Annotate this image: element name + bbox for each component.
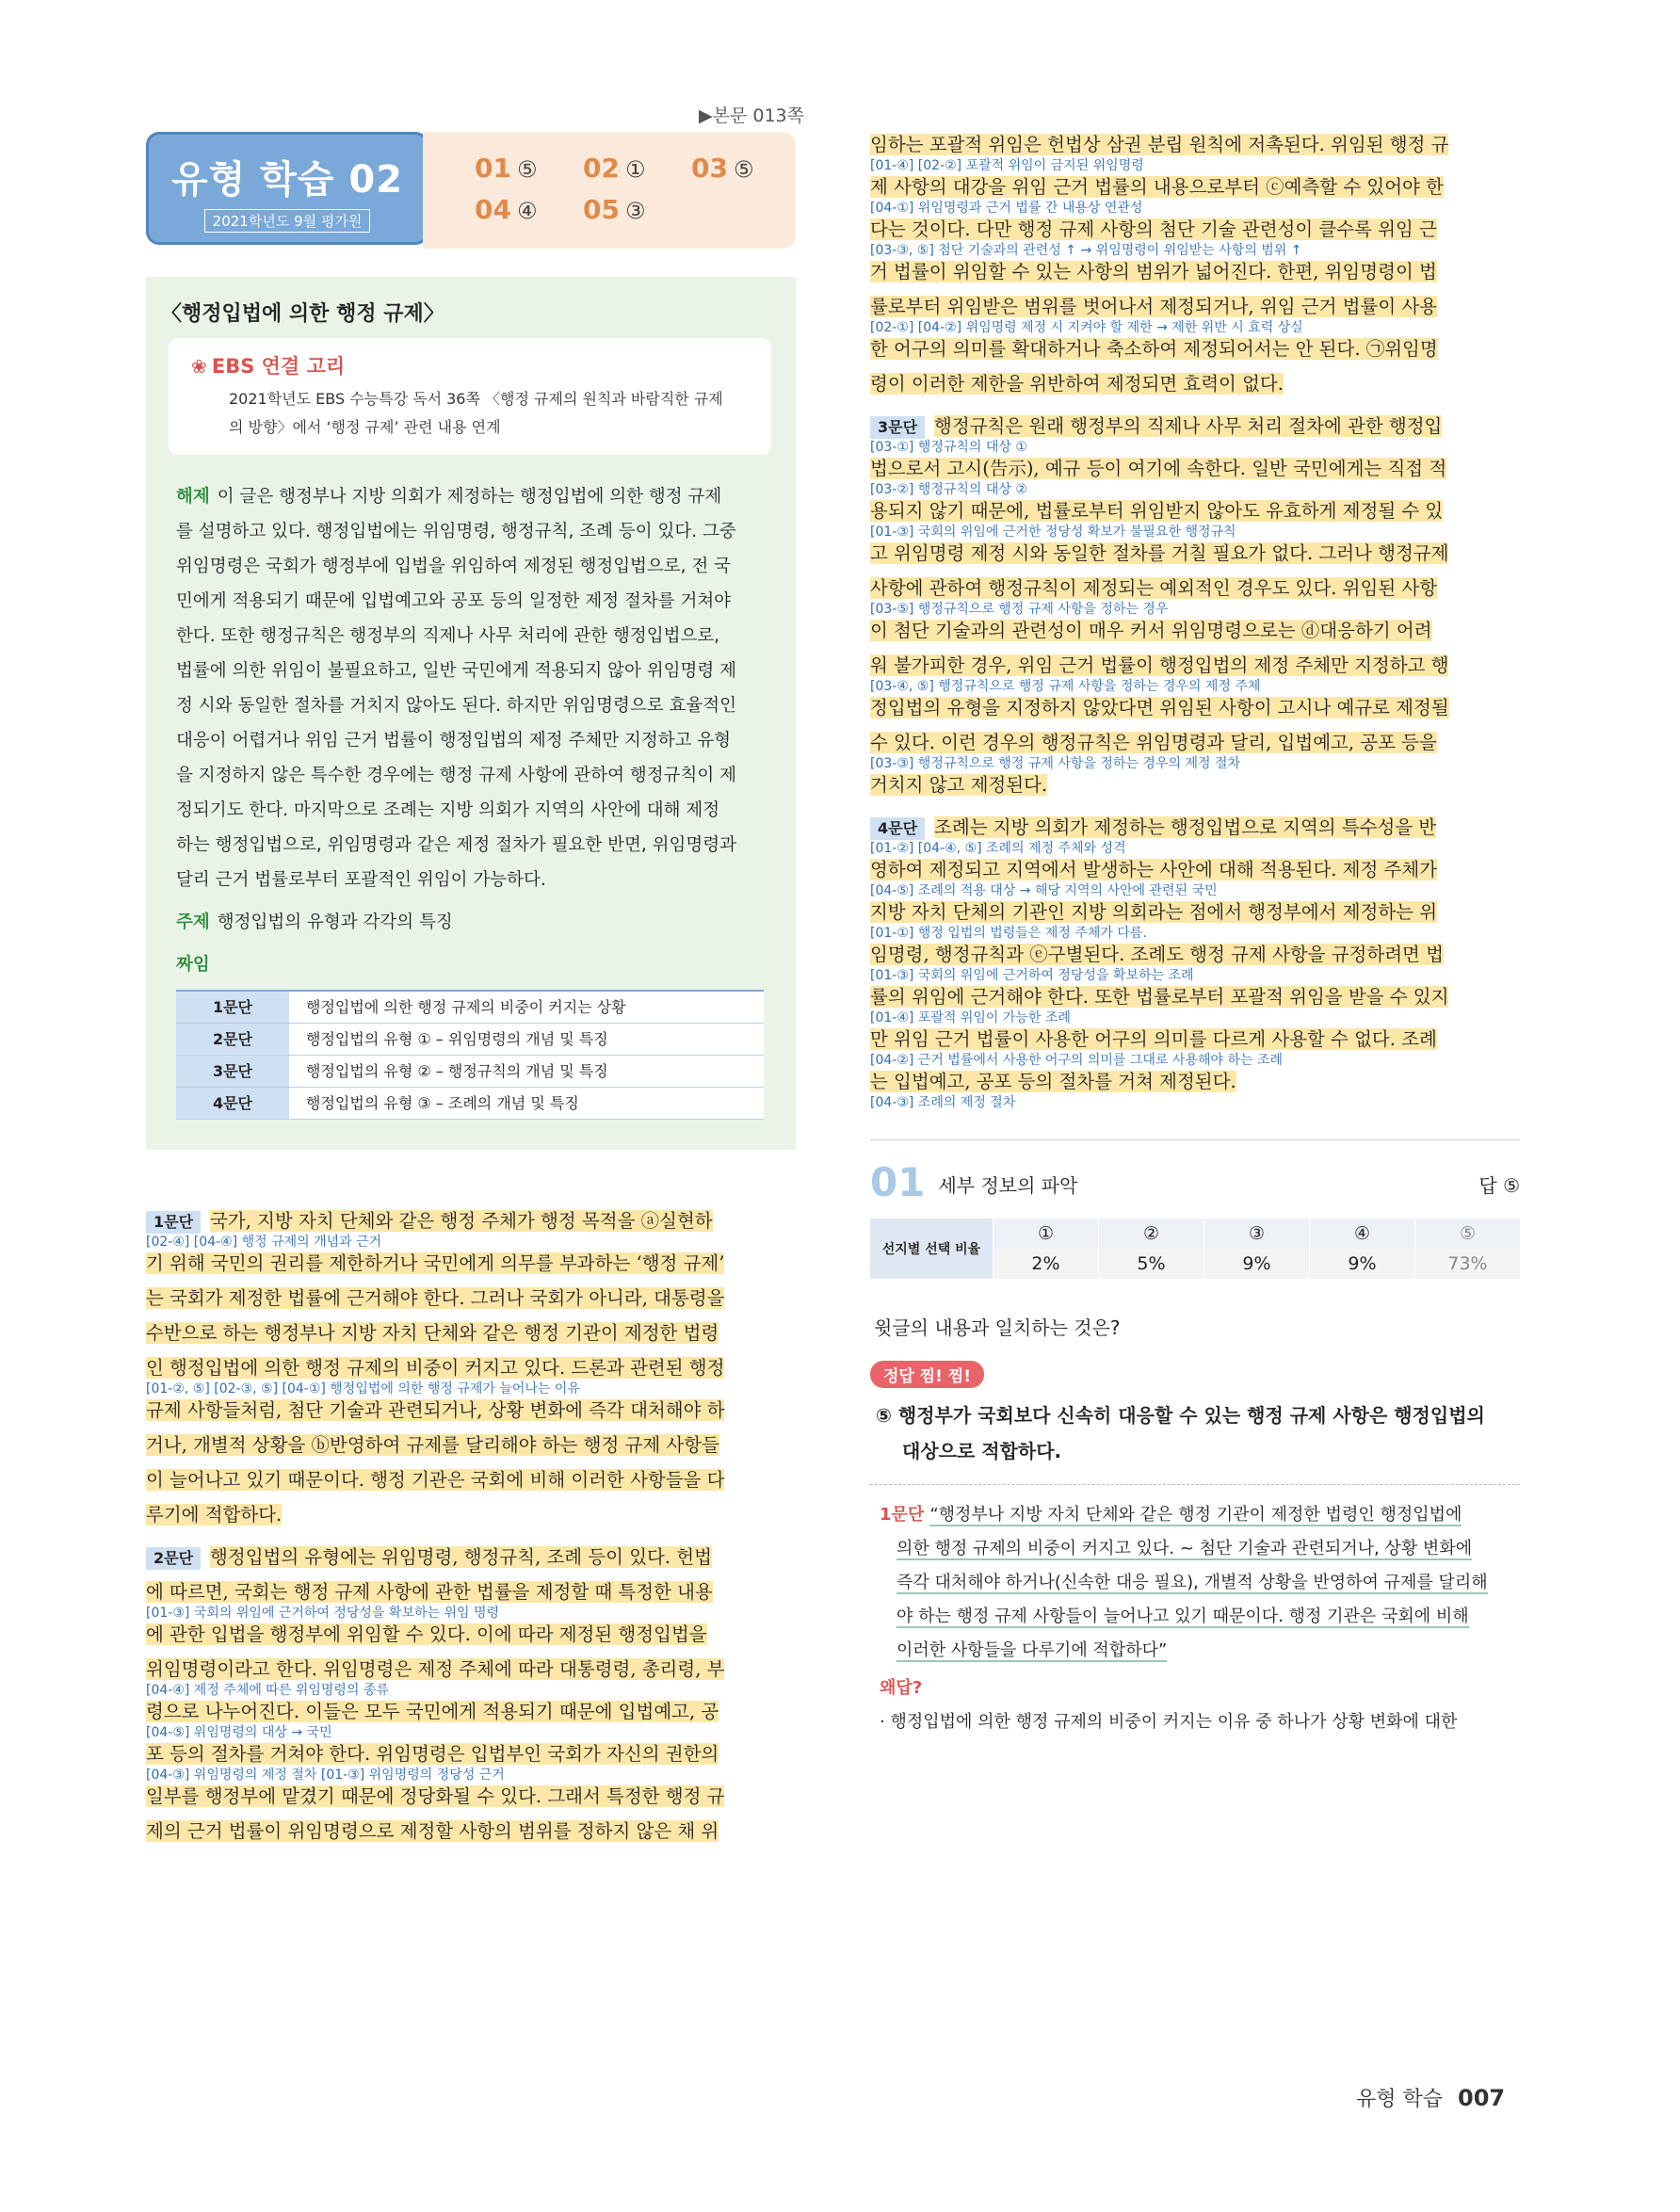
- question-prompt: 윗글의 내용과 일치하는 것은?: [874, 1316, 1121, 1339]
- passage-line: [870, 217, 1520, 242]
- passage-line: [146, 1544, 796, 1570]
- passage-line: [870, 132, 1520, 157]
- passage-text: 포 등의 절차를 거쳐야 한다. 위임명령은 입법부인 국회가 자신의 권한의: [146, 1743, 719, 1765]
- passage-annotation: [146, 1527, 796, 1537]
- paragraph-tag: 1문단: [146, 1211, 201, 1234]
- passage-annotation: [146, 1647, 796, 1656]
- answer-03: 03 ⑤: [691, 153, 754, 184]
- page-reference: ▶본문 013쪽: [699, 105, 804, 126]
- haeje-text: 한다. 또한 행정규칙은 행정부의 직제나 사무 처리에 관한 행정입법으로,: [176, 626, 720, 646]
- explanation-text: 즉각 대처해야 하거나(신속한 대응 필요), 개별적 상황을 반영하여 규제를 달리해: [897, 1573, 1488, 1592]
- haeje-text: 정되기도 한다. 마지막으로 조례는 지방 의회가 지역의 사안에 대해 제정: [176, 800, 720, 820]
- passage-text: 국가, 지방 자치 단체와 같은 행정 주체가 행정 목적을 ⓐ실현하: [210, 1210, 713, 1232]
- passage-text: 영하여 제정되고 지역에서 발생하는 사안에 대해 적용된다. 제정 주체가: [870, 859, 1438, 880]
- passage-text: 이 첨단 기술과의 관련성이 매우 커서 위임명령으로는 ⓓ대응하기 어려: [870, 620, 1432, 641]
- passage-annotation: [04-②] 근거 법률에서 사용한 어구의 의미를 그대로 사용해야 하는 조례: [870, 1053, 1284, 1068]
- unit-title: 유형 학습 02: [170, 158, 404, 202]
- passage-text: 제의 근거 법률이 위임명령으로 제정할 사항의 범위를 정하지 않은 채 위: [146, 1820, 719, 1842]
- explanation-line: [880, 1566, 1520, 1600]
- passage-annotation: [870, 643, 1520, 653]
- explanation-text: 야 하는 행정 규제 사항들이 늘어나고 있기 때문이다. 행정 기관은 국회에 비해: [897, 1607, 1469, 1626]
- paragraph-tag: 4문단: [870, 817, 925, 840]
- passage-text: 는 국회가 제정한 법률에 근거해야 한다. 그러나 국회가 아니라, 대통령을: [146, 1287, 725, 1309]
- passage-text: 고 위임명령 제정 시와 동일한 절차를 거칠 필요가 없다. 그러나 행정규제: [870, 542, 1449, 564]
- ebs-text-line: 의 방향〉에서 ‘행정 규제’ 관련 내용 연계: [229, 418, 501, 436]
- passage-line: [146, 1656, 796, 1682]
- passage-line: [146, 1208, 796, 1234]
- passage-line: [146, 1622, 796, 1647]
- passage-line: [870, 498, 1520, 524]
- explanation-line: [880, 1600, 1520, 1634]
- right-column: [870, 132, 1520, 1739]
- passage-text: 일부를 행정부에 맡겼기 때문에 정당화될 수 있다. 그래서 특정한 행정 규: [146, 1785, 725, 1807]
- passage-text: 루기에 적합하다.: [146, 1504, 283, 1526]
- haeje-text: 위임명령은 국회가 행정부에 입법을 위임하여 제정된 행정입법으로, 전 국: [176, 557, 732, 576]
- paragraph-tag: 3문단: [870, 416, 925, 439]
- haeje-line: [176, 723, 775, 758]
- answer-01: 01 ⑤: [475, 153, 538, 184]
- structure-keyword: 짜임: [176, 955, 210, 975]
- passage-line: [870, 772, 1520, 798]
- passage-summary: [146, 277, 796, 1150]
- passage-annotation: [146, 1346, 796, 1355]
- haeje-text: 이 글은 행정부나 지방 의회가 제정하는 행정입법에 의한 행정 규제: [217, 487, 722, 507]
- passage-text: 률로부터 위임받은 범위를 벗어나서 제정되거나, 위임 근거 법률이 사용: [870, 296, 1438, 317]
- passage-annotation: [03-①] 행정규칙의 대상 ①: [870, 440, 1027, 455]
- explanation-line: [880, 1634, 1520, 1668]
- passage-text: 다는 것이다. 다만 행정 규제 사항의 첨단 기술 관련성이 클수록 위임 근: [870, 218, 1437, 240]
- rate-label: 선지별 선택 비율: [870, 1219, 993, 1279]
- explanation-line: [880, 1498, 1520, 1532]
- passage-line: [146, 1285, 796, 1311]
- haeje-line: [176, 828, 775, 863]
- passage-text: 법으로서 고시(告示), 예규 등이 여기에 속한다. 일반 국민에게는 직접 적: [870, 458, 1447, 479]
- passage-text: 거 법률이 위임할 수 있는 사항의 범위가 넓어진다. 한편, 위임명령이 법: [870, 261, 1437, 283]
- why-label: 왜답?: [880, 1678, 923, 1698]
- explanation-tag: 1문단: [880, 1505, 925, 1525]
- passage-line: [146, 1579, 796, 1605]
- passage-text: 령이 이러한 제한을 위반하여 제정되면 효력이 없다.: [870, 373, 1284, 395]
- passage-text: 규제 사항들처럼, 첨단 기술과 관련되거나, 상황 변화에 즉각 대처해야 하: [146, 1399, 725, 1421]
- haeje-text: 대응이 어렵거나 위임 근거 법률이 행정입법의 제정 주체만 지정하고 유형: [176, 731, 732, 751]
- structure-description: 행정입법의 유형 ② – 행정규칙의 개념 및 특징: [289, 1056, 764, 1087]
- haeje-line: [176, 549, 775, 584]
- rate-column: [993, 1219, 1098, 1279]
- haeje-line: [176, 758, 775, 793]
- passage-line: [146, 1355, 796, 1380]
- passage-text: 행정입법의 유형에는 위임명령, 행정규칙, 조례 등이 있다. 헌법: [210, 1546, 712, 1568]
- passage-annotation: [146, 1570, 796, 1579]
- correct-badge: 정답 찜! 찜!: [870, 1361, 984, 1388]
- passage-line: [870, 1069, 1520, 1094]
- passage-text: 한 어구의 의미를 확대하거나 축소하여 제정되어서는 안 된다. ㉠위임명: [870, 338, 1438, 360]
- passage-annotation: [01-③] 국회의 위임에 근거한 정당성 확보가 불필요한 행정규칙: [870, 525, 1236, 540]
- unit-subtitle: 2021학년도 9월 평가원: [204, 209, 371, 233]
- passage-annotation: [01-④] 포괄적 위임이 가능한 조례: [870, 1010, 1071, 1025]
- choice-rate: 2%: [1031, 1253, 1060, 1274]
- structure-label: [155, 947, 786, 982]
- correct-choice-line: 대상으로 적합하다.: [902, 1440, 1062, 1462]
- structure-table: [176, 990, 764, 1120]
- passage-text: 률의 위임에 근거해야 한다. 또한 법률로부터 포괄적 위임을 받을 수 있지: [870, 986, 1449, 1008]
- passage-line: [870, 618, 1520, 643]
- page-footer: [1356, 2083, 1505, 2112]
- passage-text: 제 사항의 대강을 위임 근거 법률의 내용으로부터 ⓒ예측할 수 있어야 한: [870, 176, 1444, 198]
- question-header: [870, 1139, 1520, 1205]
- rate-column: [1203, 1219, 1309, 1279]
- choice-number: ①: [993, 1219, 1098, 1249]
- explanation-line: [880, 1532, 1520, 1566]
- theme-text: 행정입법의 유형과 각각의 특징: [217, 912, 453, 932]
- question-number: 01: [870, 1159, 926, 1205]
- passage-line: [870, 259, 1520, 284]
- choice-rate: 73%: [1447, 1253, 1488, 1274]
- structure-row: [176, 992, 764, 1024]
- theme: [155, 905, 786, 940]
- choice-number: ④: [1310, 1219, 1414, 1249]
- haeje-line: [176, 863, 775, 897]
- passage-line: [870, 695, 1520, 720]
- passage-line: [870, 857, 1520, 882]
- answer-04: 04 ④: [475, 194, 538, 225]
- footer-label: 유형 학습: [1356, 2088, 1444, 2111]
- haeje-line: [176, 619, 775, 654]
- left-column: [146, 132, 796, 1853]
- passage-line: [870, 815, 1520, 840]
- passage-line: [870, 541, 1520, 566]
- passage-line: [870, 730, 1520, 755]
- haeje-line: [176, 514, 775, 549]
- passage-annotation: [04-③] 조례의 제정 절차: [870, 1095, 1016, 1110]
- passage-paragraph-4: [870, 815, 1520, 1111]
- passage-text: 기 위해 국민의 권리를 제한하거나 국민에게 의무를 부과하는 ‘행정 규제’: [146, 1252, 725, 1274]
- structure-row: [176, 1088, 764, 1120]
- answer-key: [423, 132, 796, 249]
- passage-line: [146, 1397, 796, 1423]
- passage-line: [146, 1320, 796, 1346]
- choice-number: ⑤: [1415, 1219, 1520, 1249]
- structure-description: 행정입법의 유형 ③ – 조례의 개념 및 특징: [289, 1088, 764, 1119]
- passage-annotation: [01-③] 국회의 위임에 근거하여 정당성을 확보하는 조례: [870, 968, 1194, 983]
- choice-rate: 9%: [1348, 1253, 1377, 1274]
- passage-paragraph-1: [146, 1208, 796, 1537]
- passage-annotation: [01-①] 행정 입법의 법령들은 제정 주체가 다름.: [870, 926, 1147, 941]
- passage-text: 에 따르면, 국회는 행정 규제 사항에 관한 법률을 제정할 때 특정한 내용: [146, 1581, 713, 1603]
- passage-line: [146, 1502, 796, 1527]
- passage-annotation: [03-③] 행정규칙으로 행정 규제 사항을 정하는 경우의 제정 절차: [870, 756, 1240, 771]
- passage-annotation: [146, 1276, 796, 1285]
- passage-text: 조례는 지방 의회가 제정하는 행정입법으로 지역의 특수성을 반: [934, 816, 1437, 838]
- passage-line: [146, 1784, 796, 1809]
- haeje-line: [176, 793, 775, 828]
- ebs-label-row: [191, 351, 752, 379]
- passage-annotation: [870, 396, 1520, 406]
- choice-rate: 5%: [1137, 1253, 1166, 1274]
- passage-heading: 〈행정입법에 의한 행정 규제〉: [161, 302, 444, 326]
- passage-line: [870, 413, 1520, 439]
- choice-number: ③: [1204, 1219, 1309, 1249]
- passage-text: 워 불가피한 경우, 위임 근거 법률이 행정입법의 제정 주체만 지정하고 행: [870, 654, 1449, 676]
- rate-column: [1309, 1219, 1414, 1279]
- passage-line: [870, 899, 1520, 925]
- answer-05: 05 ③: [583, 194, 646, 225]
- passage-annotation: [146, 1844, 796, 1853]
- explanation-quote: [880, 1498, 1520, 1668]
- paragraph-tag: 2문단: [146, 1547, 201, 1570]
- passage-line: [870, 294, 1520, 319]
- passage-line: [870, 456, 1520, 481]
- choice-rate: 9%: [1242, 1253, 1271, 1274]
- passage-text: 에 관한 입법을 행정부에 위임할 수 있다. 이에 따라 제정된 행정입법을: [146, 1623, 707, 1645]
- passage-paragraph-2-continued: [870, 132, 1520, 406]
- passage-text: 는 입법예고, 공포 등의 절차를 거쳐 제정된다.: [870, 1071, 1236, 1092]
- passage-annotation: [146, 1423, 796, 1432]
- structure-paragraph: 1문단: [176, 992, 289, 1023]
- passage-line: [870, 1026, 1520, 1052]
- haeje-text: 정 시와 동일한 절차를 거치지 않아도 된다. 하지만 위임명령으로 효율적인: [176, 696, 736, 716]
- correct-choice-line: ⑤ 행정부가 국회보다 신속히 대응할 수 있는 행정 규제 사항은 행정입법의: [876, 1404, 1485, 1427]
- haeje-text: 법률에 의한 위임이 불필요하고, 일반 국민에게 적용되지 않아 위임명령 제: [176, 661, 736, 681]
- correct-choice: [870, 1397, 1520, 1469]
- rate-column: [1414, 1219, 1520, 1279]
- passage-text: 령으로 나누어진다. 이들은 모두 국민에게 적용되기 때문에 입법예고, 공: [146, 1701, 719, 1722]
- passage-line: [146, 1818, 796, 1844]
- passage-line: [870, 336, 1520, 362]
- structure-paragraph: 2문단: [176, 1024, 289, 1055]
- rate-column: [1098, 1219, 1203, 1279]
- question-answer: 답 ⑤: [1478, 1174, 1520, 1197]
- passage-paragraph-3: [870, 413, 1520, 807]
- passage-line: [146, 1251, 796, 1276]
- passage-annotation: [01-②] [04-④, ⑤] 조례의 제정 주체와 성격: [870, 841, 1126, 856]
- passage-annotation: [04-④] 제정 주체에 따른 위임명령의 종류: [146, 1683, 389, 1698]
- passage-line: [870, 174, 1520, 200]
- explanation-text: 이러한 사항들을 다루기에 적합하다”: [897, 1640, 1168, 1660]
- passage-text: 정입법의 유형을 지정하지 않았다면 위임된 사항이 고시나 예규로 제정될: [870, 697, 1449, 718]
- haeje-line: [176, 654, 775, 688]
- haeje-text: 달리 근거 법률로부터 포괄적인 위임이 가능하다.: [176, 870, 546, 890]
- passage-text: 거치지 않고 제정된다.: [870, 774, 1048, 796]
- haeje-line: [176, 479, 775, 514]
- passage-annotation: [02-①] [04-②] 위임명령 제정 시 지켜야 할 제한 → 제한 위반 시 효력 상실: [870, 320, 1303, 335]
- passage-text: 위임명령이라고 한다. 위임명령은 제정 주체에 따라 대통령령, 총리령, 부: [146, 1658, 725, 1680]
- passage-text: 거나, 개별적 상황을 ⓑ반영하여 규제를 달리해야 하는 행정 규제 사항들: [146, 1434, 719, 1456]
- page-number: 007: [1458, 2085, 1506, 2111]
- passage-annotation: [870, 720, 1520, 730]
- passage-annotation: [02-④] [04-④] 행정 규제의 개념과 근거: [146, 1235, 382, 1250]
- theme-keyword: 주제: [176, 912, 210, 932]
- passage-text: 사항에 관하여 행정규칙이 제정되는 예외적인 경우도 있다. 위임된 사항: [870, 577, 1438, 599]
- choice-number: ②: [1099, 1219, 1203, 1249]
- passage-annotation: [04-⑤] 조례의 적용 대상 → 해당 지역의 사안에 관련된 국민: [870, 883, 1218, 898]
- ebs-text: [191, 385, 752, 442]
- unit-header: [146, 132, 796, 249]
- haeje-text: 하는 행정입법으로, 위임명령과 같은 제정 절차가 필요한 반면, 위임명령과: [176, 835, 736, 855]
- explanation-text: “행정부나 지방 자치 단체와 같은 행정 기관이 제정한 법령인 행정입법에: [929, 1505, 1462, 1525]
- passage-annotation: [04-①] 위임명령과 근거 법률 간 내용상 연관성: [870, 201, 1143, 216]
- question-type: 세부 정보의 파악: [938, 1174, 1078, 1197]
- passage-line: [870, 575, 1520, 601]
- passage-annotation: [03-②] 행정규칙의 대상 ②: [870, 482, 1027, 497]
- haeje-text: 를 설명하고 있다. 행정입법에는 위임명령, 행정규칙, 조례 등이 있다. 그중: [176, 522, 736, 541]
- passage-text: 수 있다. 이런 경우의 행정규칙은 위임명령과 달리, 입법예고, 공포 등을: [870, 732, 1437, 753]
- passage-annotation: [146, 1493, 796, 1502]
- passage-line: [146, 1741, 796, 1767]
- passage-annotation: [01-③] 국회의 위임에 근거하여 정당성을 확보하는 위임 명령: [146, 1606, 500, 1621]
- passage-text: 임하는 포괄적 위임은 헌법상 삼권 분립 원칙에 저촉된다. 위임된 행정 규: [870, 134, 1449, 155]
- answer-02: 02 ①: [583, 153, 646, 184]
- passage-text: 수반으로 하는 행정부나 지방 자치 단체와 같은 행정 기관이 제정한 법령: [146, 1322, 719, 1344]
- passage-text: 지방 자치 단체의 기관인 지방 의회라는 점에서 행정부에서 제정하는 위: [870, 901, 1438, 923]
- passage-annotation: [870, 362, 1520, 371]
- link-icon: ❀: [191, 355, 207, 378]
- explanation-text: 의한 행정 규제의 비중이 커지고 있다. ~ 첨단 기술과 관련되거나, 상황 변화에: [897, 1539, 1473, 1558]
- unit-title-box: [146, 132, 428, 245]
- structure-paragraph: 4문단: [176, 1088, 289, 1119]
- passage-line: [870, 371, 1520, 396]
- passage-annotation: [01-②, ⑤] [02-③, ⑤] [04-①] 행정입법에 의한 행정 규제가 늘어나는 이유: [146, 1381, 580, 1397]
- passage-text: 만 위임 근거 법률이 사용한 어구의 의미를 다르게 사용할 수 없다. 조례: [870, 1028, 1437, 1050]
- passage-annotation: [03-④, ⑤] 행정규칙으로 행정 규제 사항을 정하는 경우의 제정 주체: [870, 679, 1261, 694]
- structure-row: [176, 1024, 764, 1056]
- haeje-line: [176, 688, 775, 723]
- ebs-text-line: 2021학년도 EBS 수능특강 독서 36쪽 〈행정 규제의 원칙과 바람직한 규제: [229, 390, 723, 408]
- passage-paragraph-2: [146, 1544, 796, 1853]
- passage-line: [146, 1432, 796, 1458]
- passage-line: [146, 1699, 796, 1724]
- haeje: [155, 479, 786, 897]
- structure-paragraph: 3문단: [176, 1056, 289, 1087]
- passage-annotation: [04-⑤] 위임명령의 대상 → 국민: [146, 1725, 332, 1740]
- explanation: [870, 1484, 1520, 1739]
- passage-annotation: [01-④] [02-②] 포괄적 위임이 금지된 위임명령: [870, 158, 1144, 173]
- haeje-text: 을 지정하지 않은 특수한 경우에는 행정 규제 사항에 관하여 행정규칙이 제: [176, 766, 736, 785]
- structure-row: [176, 1056, 764, 1088]
- haeje-keyword: 해제: [176, 487, 210, 507]
- passage-text: 행정규칙은 원래 행정부의 직제나 사무 처리 절차에 관한 행정입: [934, 415, 1443, 437]
- ebs-link-box: [169, 338, 771, 455]
- passage-annotation: [870, 566, 1520, 575]
- passage-line: [870, 653, 1520, 678]
- structure-description: 행정입법에 의한 행정 규제의 비중이 커지는 상황: [289, 992, 764, 1023]
- choice-rate-table: [870, 1219, 1520, 1279]
- passage-annotation: [03-⑤] 행정규칙으로 행정 규제 사항을 정하는 경우: [870, 602, 1169, 617]
- ebs-label: EBS 연결 고리: [211, 355, 346, 378]
- passage-text: 임명령, 행정규칙과 ⓔ구별된다. 조례도 행정 규제 사항을 규정하려면 법: [870, 944, 1444, 965]
- passage-line: [870, 984, 1520, 1009]
- passage-text: 이 늘어나고 있기 때문이다. 행정 기관은 국회에 비해 이러한 사항들을 다: [146, 1469, 725, 1491]
- haeje-text: 민에게 적용되기 때문에 입법예고와 공포 등의 일정한 제정 절차를 거쳐야: [176, 591, 732, 611]
- passage-text: 용되지 않기 때문에, 법률로부터 위임받지 않아도 유효하게 제정될 수 있: [870, 500, 1444, 522]
- passage-annotation: [03-③, ⑤] 첨단 기술과의 관련성 ↑ → 위임명령이 위임받는 사항의 범위 ↑: [870, 243, 1302, 258]
- passage-annotation: [146, 1809, 796, 1818]
- passage-annotation: [146, 1458, 796, 1467]
- passage-line: [870, 942, 1520, 967]
- passage-annotation: [146, 1311, 796, 1320]
- passage-text: 인 행정입법에 의한 행정 규제의 비중이 커지고 있다. 드론과 관련된 행정: [146, 1357, 725, 1379]
- passage-annotation: [04-③] 위임명령의 제정 절차 [01-③] 위임명령의 정당성 근거: [146, 1768, 505, 1783]
- passage-annotation: [870, 284, 1520, 294]
- structure-description: 행정입법의 유형 ① – 위임명령의 개념 및 특징: [289, 1024, 764, 1055]
- haeje-line: [176, 584, 775, 619]
- why-line: · 행정입법에 의한 행정 규제의 비중이 커지는 이유 중 하나가 상황 변화에 대한: [880, 1712, 1458, 1732]
- passage-line: [146, 1467, 796, 1493]
- passage-annotation: [870, 798, 1520, 807]
